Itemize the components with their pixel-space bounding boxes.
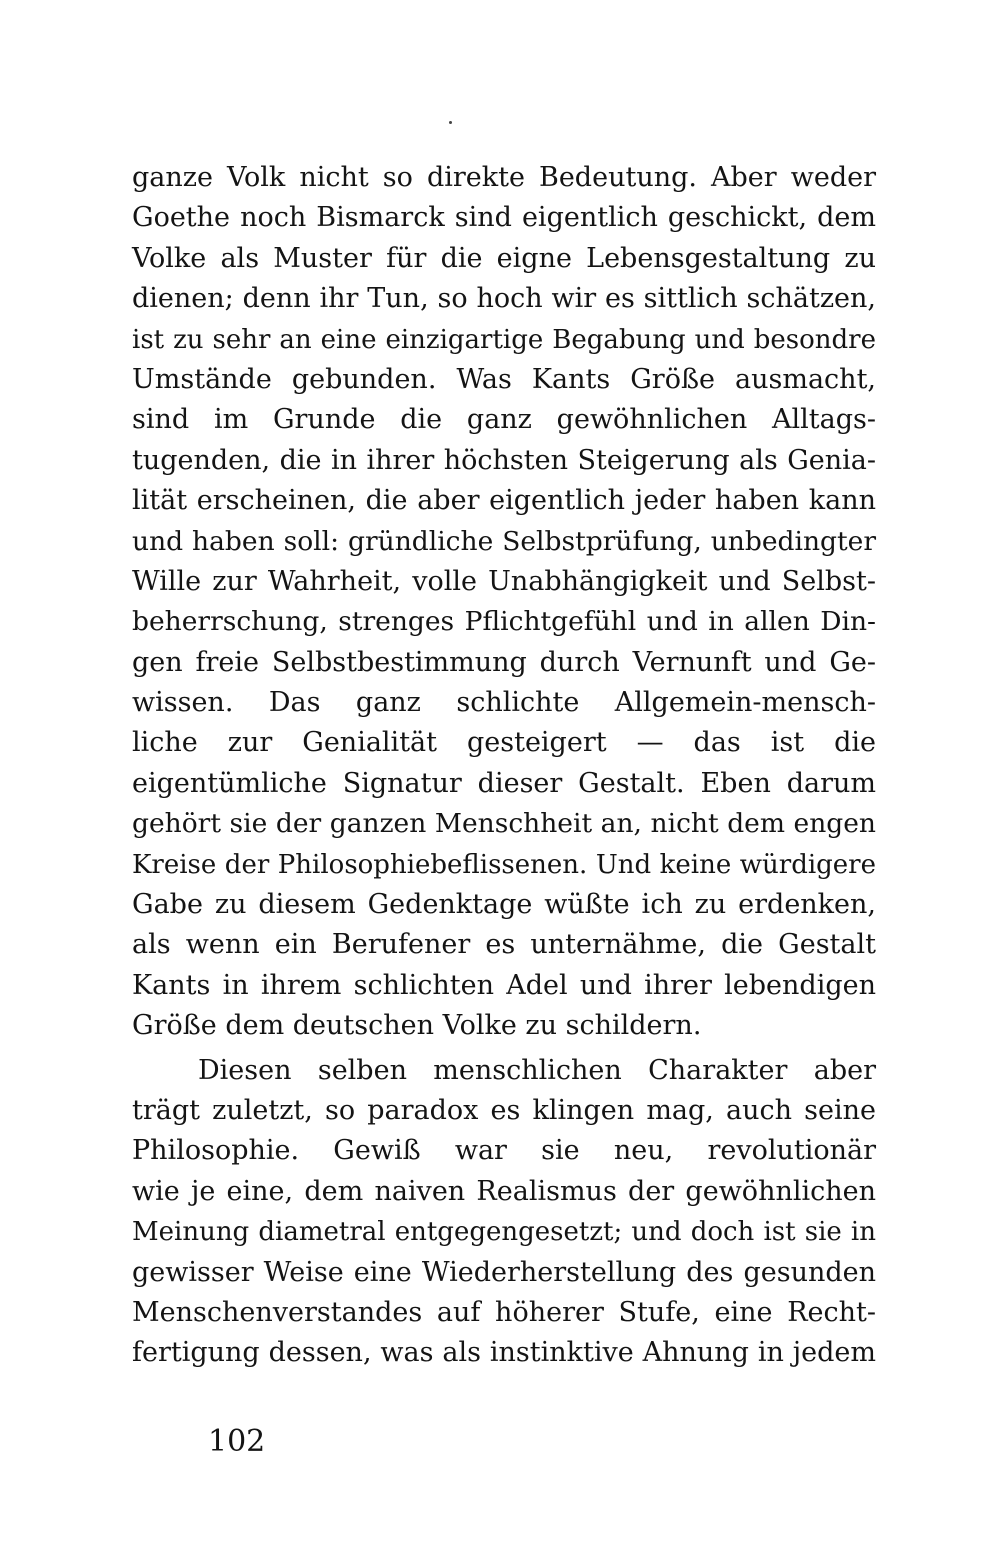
text-line: ist zu sehr an eine einzigartige Begabung und besondre [132, 324, 876, 355]
text-line: dienen; denn ihr Tun, so hoch wir es sittlich schätzen, [132, 283, 876, 315]
text-line: fertigung dessen, was als instinktive Ahnung in jedem [132, 1337, 876, 1369]
text-line: Philosophie. Gewiß war sie neu, revolutionär [132, 1135, 876, 1167]
text-line: Wille zur Wahrheit, volle Unabhängigkeit und Selbst- [132, 565, 876, 597]
paragraph-first-line: Diesen selben menschlichen Charakter aber [198, 1054, 876, 1086]
page-number: 102 [208, 1424, 266, 1459]
text-line: tugenden, die in ihrer höchsten Steigerung als Genia- [132, 444, 876, 476]
text-line: lität erscheinen, die aber eigentlich jeder haben kann [132, 485, 876, 517]
text-line: trägt zuletzt, so paradox es klingen mag, auch seine [132, 1094, 876, 1126]
text-line: gewisser Weise eine Wiederherstellung des gesunden [132, 1256, 876, 1288]
text-line-last: Größe dem deutschen Volke zu schildern. [132, 1010, 702, 1042]
text-line: als wenn ein Berufener es unternähme, die Gestalt [132, 929, 876, 961]
text-line: und haben soll: gründliche Selbstprüfung, unbedingter [132, 525, 876, 557]
text-line: gen freie Selbstbestimmung durch Vernunft und Ge- [132, 646, 876, 678]
text-line: wie je eine, dem naiven Realismus der gewöhnlichen [132, 1175, 876, 1207]
print-speck [449, 121, 452, 124]
text-line: Kants in ihrem schlichten Adel und ihrer lebendigen [132, 969, 876, 1001]
text-line: Umstände gebunden. Was Kants Größe ausmacht, [132, 363, 876, 395]
body-text [132, 158, 876, 1374]
text-line: ganze Volk nicht so direkte Bedeutung. Aber weder [132, 162, 876, 193]
text-line: Kreise der Philosophiebeflissenen. Und keine würdigere [132, 849, 876, 880]
text-line: beherrschung, strenges Pflichtgefühl und in allen Din- [132, 606, 876, 638]
text-line: liche zur Genialität gesteigert — das ist die [132, 727, 876, 759]
text-line: Menschenverstandes auf höherer Stufe, eine Recht- [132, 1296, 876, 1328]
text-line: wissen. Das ganz schlichte Allgemein-mensch- [132, 687, 876, 719]
text-line: gehört sie der ganzen Menschheit an, nicht dem engen [132, 808, 876, 840]
text-line: Meinung diametral entgegengesetzt; und doch ist sie in [132, 1217, 876, 1248]
text-line: Gabe zu diesem Gedenktage wüßte ich zu erdenken, [132, 889, 876, 921]
text-line: sind im Grunde die ganz gewöhnlichen Alltags- [132, 404, 876, 436]
text-line: Volke als Muster für die eigne Lebensgestaltung zu [132, 242, 876, 274]
text-line: eigentümliche Signatur dieser Gestalt. Eben darum [132, 767, 876, 799]
text-line: Goethe noch Bismarck sind eigentlich geschickt, dem [132, 202, 876, 234]
